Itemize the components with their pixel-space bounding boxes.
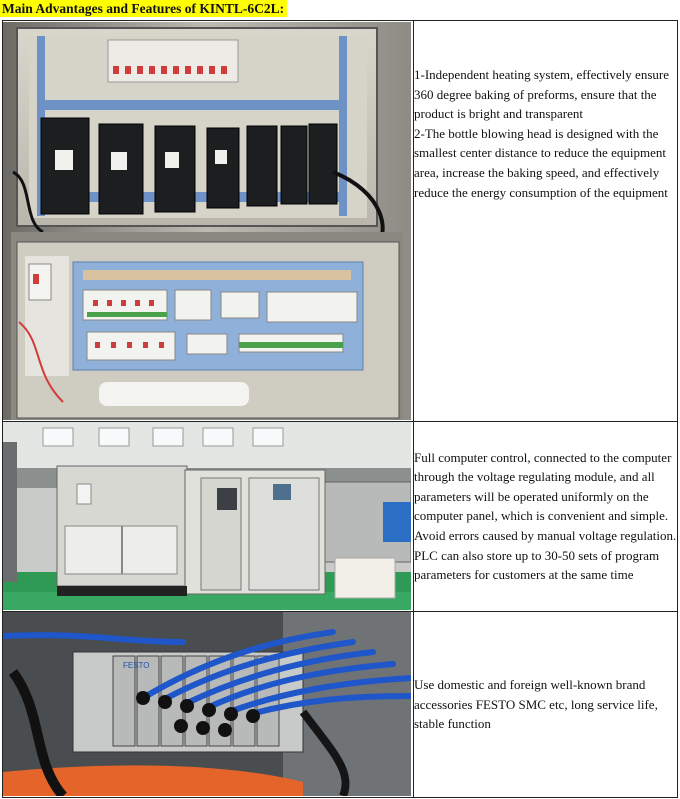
- cabinet-illustration: [3, 22, 411, 420]
- document-heading: Main Advantages and Features of KINTL-6C2L:: [0, 0, 287, 17]
- photo-cell-2: [3, 421, 414, 611]
- valve-brand-label: FESTO: [123, 661, 150, 671]
- pneumatic-valves-photo: [3, 612, 411, 796]
- heading-wrap: [0, 0, 287, 18]
- text-cell-2: [414, 421, 678, 611]
- text-cell-1: [414, 21, 678, 422]
- valves-illustration: [3, 612, 411, 796]
- factory-illustration: [3, 422, 411, 610]
- text-cell-3: [414, 611, 678, 797]
- features-table: [2, 20, 678, 798]
- electrical-control-cabinet-photo: [3, 22, 411, 420]
- feature-paragraph: 2-The bottle blowing head is designed with the smallest center distance to reduce the equipment area, increase the baking speed, and effectively reduce the energy consumption of the equipment: [414, 125, 668, 200]
- feature-paragraph: 1-Independent heating system, effectively ensure 360 degree baking of preforms, ensure that the product is bright and transparent: [414, 67, 669, 122]
- feature-paragraph: Full computer control, connected to the computer through the voltage regulating module, and all parameters will be operated uniformly on the computer panel, which is convenient and simple. Avoid errors caused by manual voltage regulation. PLC can also store up to 30-50 sets of program parameters for customers at the same time: [414, 449, 677, 583]
- photo-cell-3: [3, 611, 414, 797]
- feature-row-1: [3, 21, 678, 422]
- feature-row-3: [3, 611, 678, 797]
- machine-factory-floor-photo: [3, 422, 411, 610]
- photo-cell-1: [3, 21, 414, 422]
- feature-paragraph: Use domestic and foreign well-known brand accessories FESTO SMC etc, long service life, stable function: [414, 676, 658, 732]
- feature-row-2: [3, 421, 678, 611]
